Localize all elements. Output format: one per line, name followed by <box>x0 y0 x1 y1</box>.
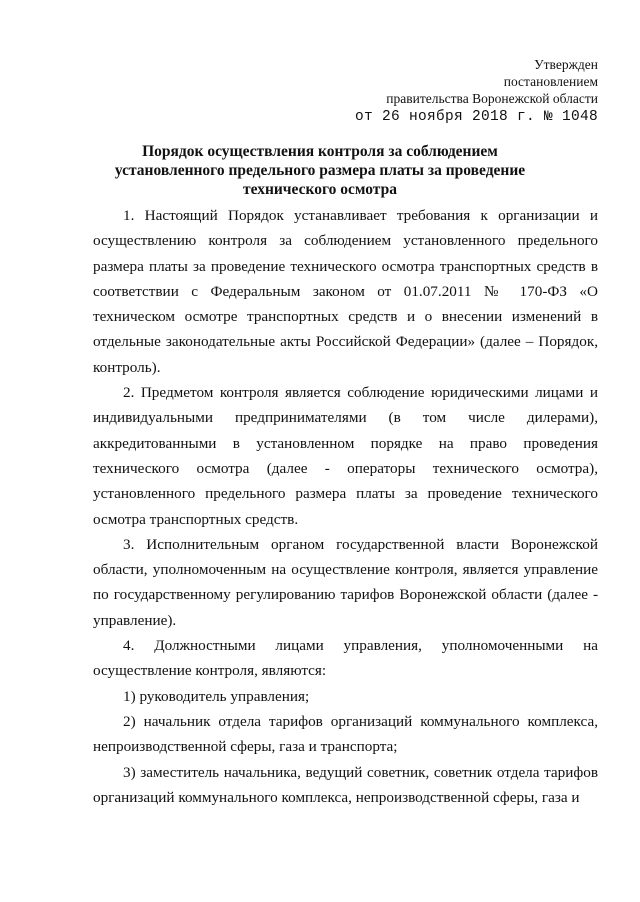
approval-line-approved: Утвержден <box>534 57 598 72</box>
approval-line-government: правительства Воронежской области <box>386 91 598 106</box>
document-title <box>80 142 560 199</box>
approval-line-resolution: постановлением <box>503 74 598 89</box>
list-item-3: 3) заместитель начальника, ведущий советник, советник отдела тарифов организаций коммунального комплекса, непроизводственной сферы, газа и <box>93 763 598 806</box>
approval-line-date-number: от 26 ноября 2018 г. № 1048 <box>354 109 598 125</box>
title-line-3: технического осмотра <box>243 181 397 198</box>
document-body <box>93 203 598 810</box>
list-item-1: 1) руководитель управления; <box>123 687 310 705</box>
title-line-1: Порядок осуществления контроля за соблюдением <box>142 143 498 160</box>
list-item-2: 2) начальник отдела тарифов организаций коммунального комплекса, непроизводственной сферы, газа и транспорта; <box>93 712 598 756</box>
title-line-2: установленного предельного размера платы за проведение <box>114 162 526 179</box>
approval-stamp <box>355 56 598 127</box>
paragraph-2: 2. Предметом контроля является соблюдение юридическими лицами и индивидуальными предпринимателями (в том числе дилерами), аккредитованными в установленном порядке на право проведения технического осмотра (далее - операторы технического осмотра), установленного предельного размера платы за проведение технического осмотра транспортных средств. <box>93 384 598 528</box>
paragraph-1: 1. Настоящий Порядок устанавливает требования к организации и осуществлению контроля за соблюдением установленного предельного размера платы за проведение технического осмотра транспортных средств в соответствии с Федеральным законом от 01.07.2011 № 170-ФЗ «О техническом осмотре транспортных средств и о внесении изменений в отдельные законодательные акты Российской Федерации» (далее – Порядок, контроль). <box>93 207 598 376</box>
paragraph-4: 4. Должностными лицами управления, уполномоченными на осуществление контроля, являются: <box>93 637 598 680</box>
paragraph-3: 3. Исполнительным органом государственной власти Воронежской области, уполномоченным на осуществление контроля, является управление по государственному регулированию тарифов Воронежской области (далее - управление). <box>93 535 598 629</box>
